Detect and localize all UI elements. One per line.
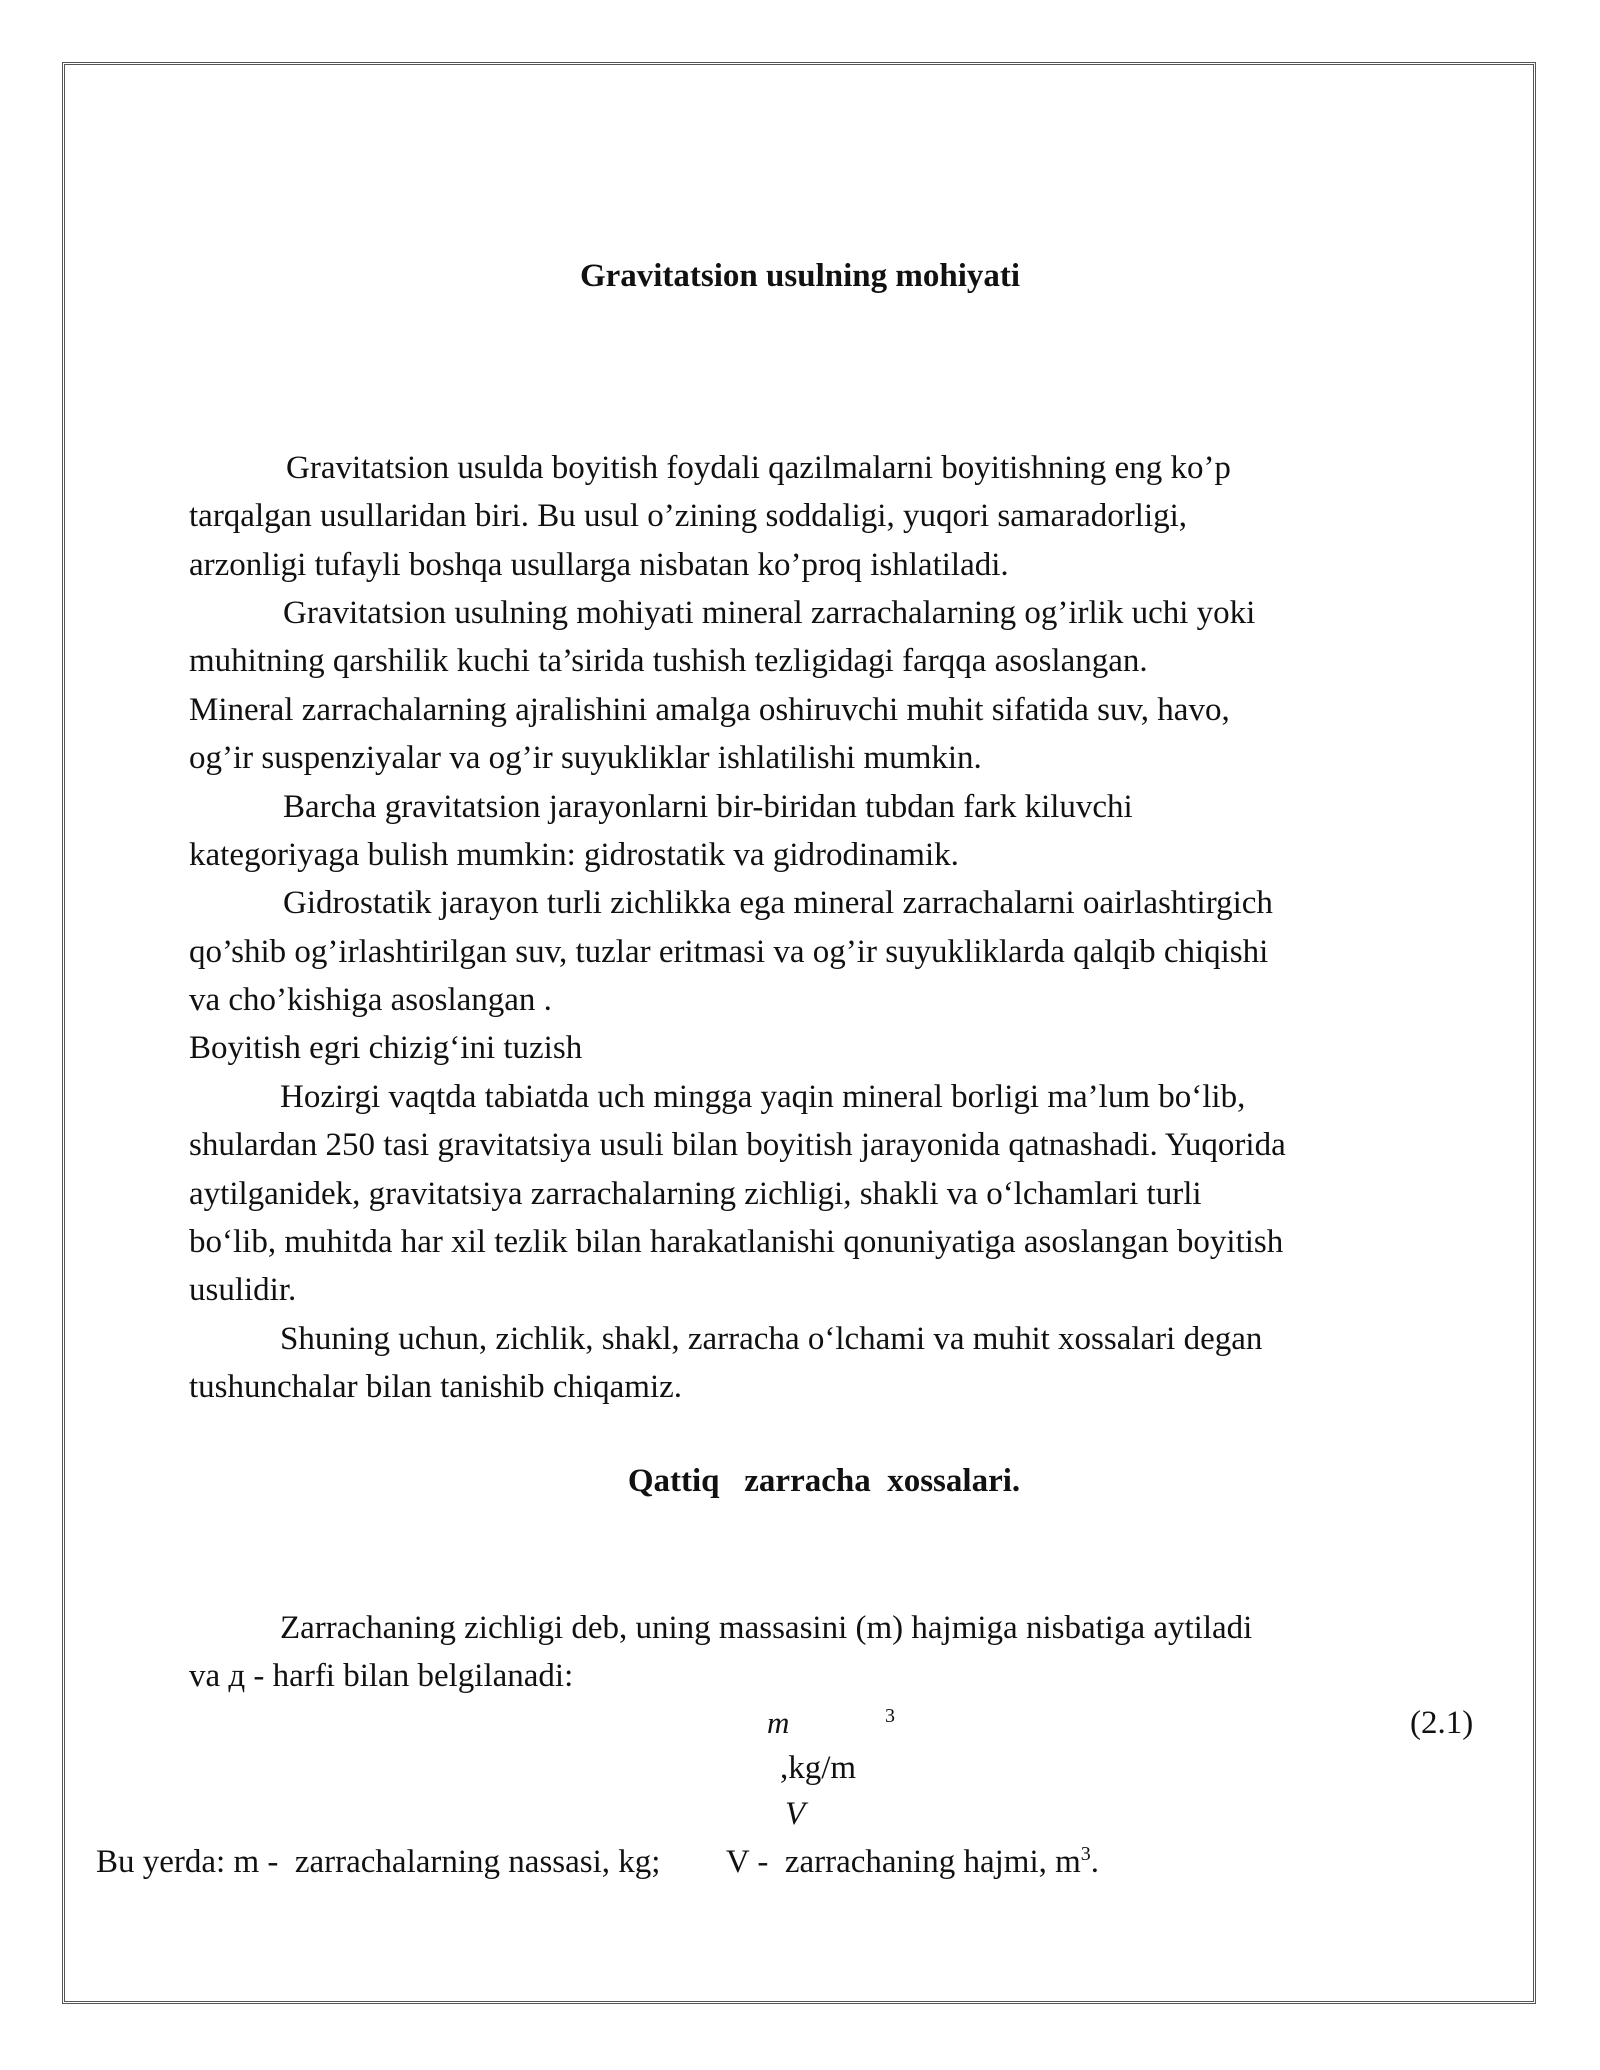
where-line xyxy=(96,1843,1099,1881)
paragraph-line: Gravitatsion usulda boyitish foydali qazilmalarni boyitishning eng ko’p xyxy=(286,450,1231,486)
paragraph-line: arzonligi tufayli boshqa usullarga nisbatan ko’proq ishlatiladi. xyxy=(189,547,1009,583)
formula-numerator: m xyxy=(767,1705,790,1740)
paragraph-line: Gidrostatik jarayon turli zichlikka ega mineral zarrachalarni oairlashtirgich xyxy=(283,885,1273,921)
paragraph-line: Gravitatsion usulning mohiyati mineral zarrachalarning og’irlik uchi yoki xyxy=(283,595,1256,631)
formula-number: (2.1) xyxy=(1410,1705,1474,1741)
paragraph-line: tushunchalar bilan tanishib chiqamiz. xyxy=(189,1369,683,1405)
paragraph-line: Boyitish egri chizig‘ini tuzish xyxy=(189,1030,583,1066)
paragraph-line: va д - harfi bilan belgilanadi: xyxy=(189,1658,574,1694)
paragraph-line: bo‘lib, muhitda har xil tezlik bilan harakatlanishi qonuniyatiga asoslangan boyitish xyxy=(189,1224,1284,1260)
paragraph-line: va cho’kishiga asoslangan . xyxy=(189,982,552,1018)
paragraph-line: Zarrachaning zichligi deb, uning massasini (m) hajmiga nisbatiga aytiladi xyxy=(280,1610,1253,1646)
formula-denominator: V xyxy=(785,1796,806,1832)
where-text: Bu yerda: m - zarrachalarning nassasi, kg; V - zarrachaning hajmi, m xyxy=(96,1844,1081,1880)
paragraph-line: og’ir suspenziyalar va og’ir suyukliklar ishlatilishi mumkin. xyxy=(189,740,982,776)
where-end: . xyxy=(1090,1844,1100,1880)
paragraph-line: usulidir. xyxy=(189,1272,297,1308)
paragraph-line: Shuning uchun, zichlik, shakl, zarracha o‘lchami va muhit xossalari degan xyxy=(280,1321,1263,1357)
paragraph-line: Mineral zarrachalarning ajralishini amalga oshiruvchi muhit sifatida suv, havo, xyxy=(189,692,1230,728)
page-title: Gravitatsion usulning mohiyati xyxy=(579,258,1021,294)
paragraph-line: kategoriyaga bulish mumkin: gidrostatik va gidrodinamik. xyxy=(189,837,959,873)
formula-unit: ,kg/m xyxy=(780,1750,857,1786)
paragraph-line: Hozirgi vaqtda tabiatda uch mingga yaqin mineral borligi ma’lum bo‘lib, xyxy=(280,1079,1246,1115)
paragraph-line: muhitning qarshilik kuchi ta’sirida tushish tezligidagi farqqa asoslangan. xyxy=(189,643,1148,679)
paragraph-line: aytilganidek, gravitatsiya zarrachalarning zichligi, shakli va o‘lchamlari turli xyxy=(189,1176,1202,1212)
where-superscript: 3 xyxy=(1080,1843,1091,1865)
paragraph-line: qo’shib og’irlashtirilgan suv, tuzlar eritmasi va og’ir suyukliklarda qalqib chiqishi xyxy=(189,934,1269,970)
paragraph-line: tarqalgan usullaridan biri. Bu usul o’zining soddaligi, yuqori samaradorligi, xyxy=(189,498,1188,534)
formula-exponent: 3 xyxy=(885,1705,895,1727)
paragraph-line: shulardan 250 tasi gravitatsiya usuli bilan boyitish jarayonida qatnashadi. Yuqorida xyxy=(189,1127,1286,1163)
paragraph-line: Barcha gravitatsion jarayonlarni bir-biridan tubdan fark kiluvchi xyxy=(283,789,1133,825)
section-heading: Qattiq zarracha xossalari. xyxy=(627,1463,1021,1499)
